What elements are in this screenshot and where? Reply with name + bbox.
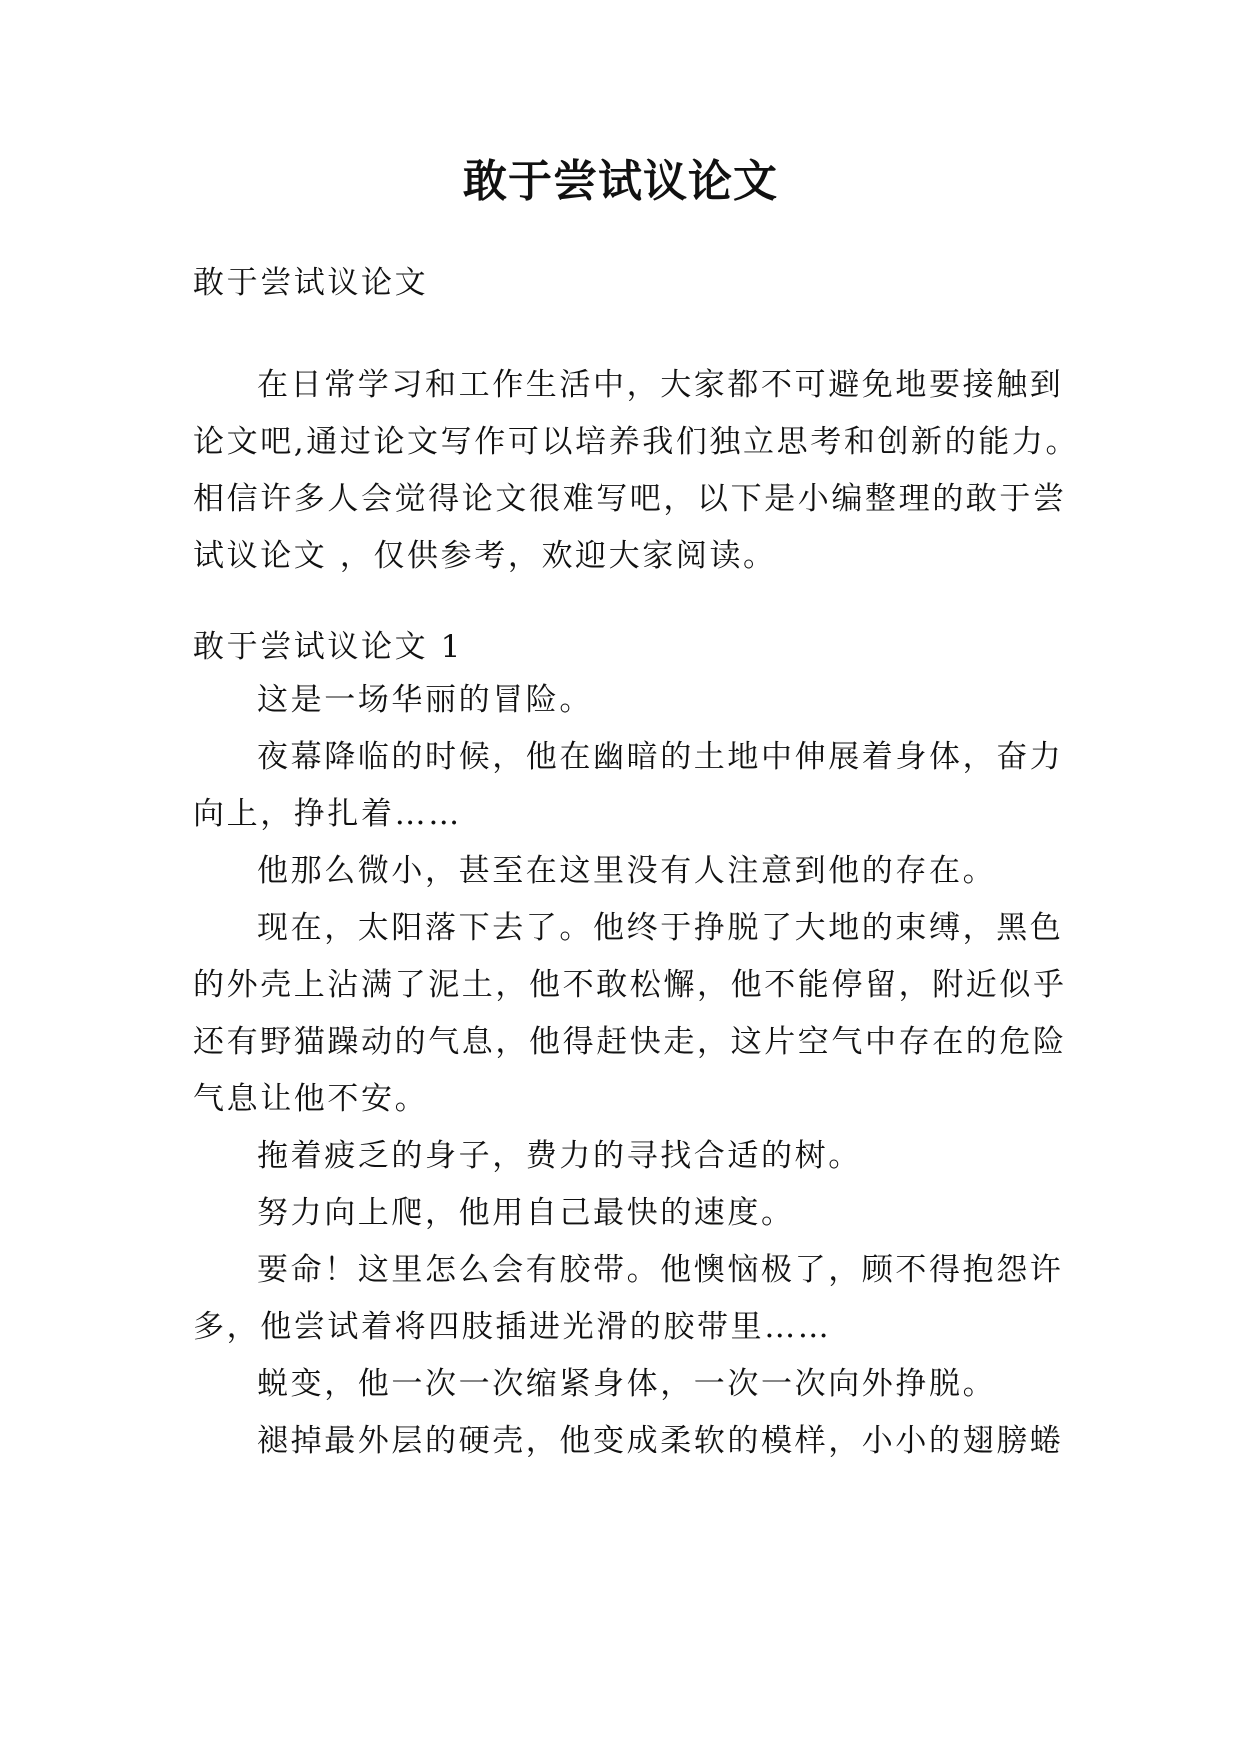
intro-paragraph [193, 367, 1080, 574]
body-line: 气息让他不安。 [193, 1081, 429, 1117]
body-line: 努力向上爬，他用自己最快的速度。 [257, 1195, 795, 1231]
intro-line: 试议论文 ，仅供参考，欢迎大家阅读。 [193, 538, 777, 574]
body-line: 多，他尝试着将四肢插进光滑的胶带里…… [193, 1309, 832, 1345]
body-line: 现在，太阳落下去了。他终于挣脱了大地的束缚，黑色 [257, 910, 1064, 946]
section-heading [193, 630, 1059, 664]
body-line: 这是一场华丽的冒险。 [257, 682, 593, 718]
body-line: 蜕变，他一次一次缩紧身体，一次一次向外挣脱。 [257, 1366, 997, 1402]
intro-line: 论文吧,通过论文写作可以培养我们独立思考和创新的能力。 [193, 424, 1080, 460]
body-line: 拖着疲乏的身子，费力的寻找合适的树。 [257, 1138, 862, 1174]
body-line: 向上，挣扎着…… [193, 796, 462, 832]
body-line: 的外壳上沾满了泥土，他不敢松懈，他不能停留，附近似乎 [193, 967, 1067, 1003]
intro-line: 相信许多人会觉得论文很难写吧，以下是小编整理的敢于尝 [193, 481, 1067, 517]
plain-heading-text: 敢于尝试议论文 [193, 265, 429, 301]
body-text [193, 682, 1067, 1459]
body-line: 他那么微小，甚至在这里没有人注意到他的存在。 [257, 853, 997, 889]
intro-line: 在日常学习和工作生活中，大家都不可避免地要接触到 [257, 367, 1064, 403]
body-line: 夜幕降临的时候，他在幽暗的土地中伸展着身体，奋力 [257, 739, 1064, 775]
body-line: 还有野猫躁动的气息，他得赶快走，这片空气中存在的危险 [193, 1024, 1067, 1060]
body-line: 要命！这里怎么会有胶带。他懊恼极了，顾不得抱怨许 [257, 1252, 1064, 1288]
document-title: 敢于尝试议论文 [463, 156, 778, 207]
body-line: 褪掉最外层的硬壳，他变成柔软的模样，小小的翅膀蜷 [257, 1423, 1064, 1459]
section-heading-text: 敢于尝试议论文 1 [193, 629, 463, 665]
plain-heading [193, 266, 1059, 300]
